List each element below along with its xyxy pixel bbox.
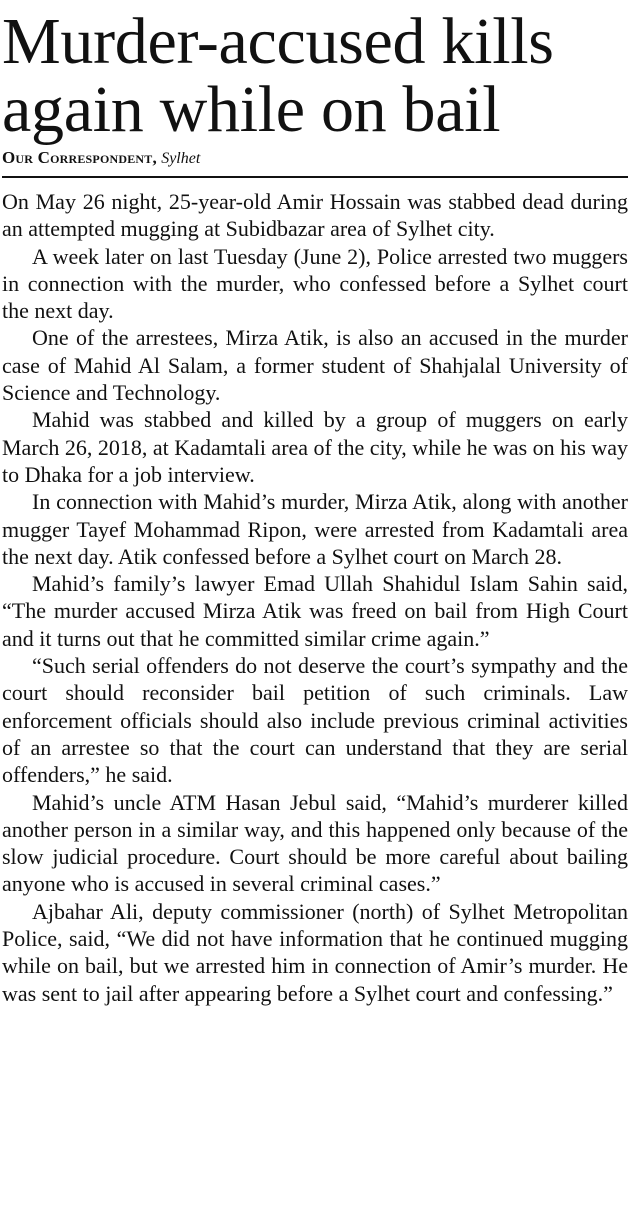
paragraph: One of the arrestees, Mirza Atik, is also an accused in the murder case of Mahid Al Salam, a former student of Shahjalal University of Science and Technology. bbox=[2, 325, 628, 406]
article-body bbox=[2, 188, 628, 1007]
byline-author: Our Correspondent, bbox=[2, 148, 157, 167]
paragraph: Mahid’s family’s lawyer Emad Ullah Shahidul Islam Sahin said, “The murder accused Mirza Atik was freed on bail from High Court and it turns out that he committed similar crime again.” bbox=[2, 571, 628, 651]
byline bbox=[2, 148, 628, 170]
paragraph: Mahid was stabbed and killed by a group of muggers on early March 26, 2018, at Kadamtali area of the city, while he was on his way to Dhaka for a job interview. bbox=[2, 407, 628, 487]
paragraph: On May 26 night, 25-year-old Amir Hossain was stabbed dead during an attempted mugging at Subidbazar area of Sylhet city. bbox=[2, 189, 628, 242]
paragraph: In connection with Mahid’s murder, Mirza Atik, along with another mugger Tayef Mohammad Ripon, were arrested from Kadamtali area the next day. Atik confessed before a Sylhet court on March 28. bbox=[2, 489, 628, 569]
byline-location: Sylhet bbox=[161, 150, 201, 167]
paragraph: “Such serial offenders do not deserve the court’s sympathy and the court should reconsider bail petition of such criminals. Law enforcement officials should also include previous criminal activities of an arrestee so that the court can understand that they are serial offenders,” he said. bbox=[2, 653, 628, 788]
headline: Murder-accused kills again while on bail bbox=[2, 5, 554, 146]
header-divider bbox=[2, 176, 628, 178]
paragraph: Ajbahar Ali, deputy commissioner (north) of Sylhet Metropolitan Police, said, “We did not have information that he continued mugging while on bail, but we arrested him in connection of Amir’s murder. He was sent to jail after appearing before a Sylhet court and confessing.” bbox=[2, 898, 628, 1006]
paragraph: A week later on last Tuesday (June 2), Police arrested two muggers in connection with the murder, who confessed before a Sylhet court the next day. bbox=[2, 243, 628, 324]
paragraph: Mahid’s uncle ATM Hasan Jebul said, “Mahid’s murderer killed another person in a similar way, and this happened only because of the slow judicial procedure. Court should be more careful about bailing anyone who is accused in several criminal cases.” bbox=[2, 789, 628, 897]
